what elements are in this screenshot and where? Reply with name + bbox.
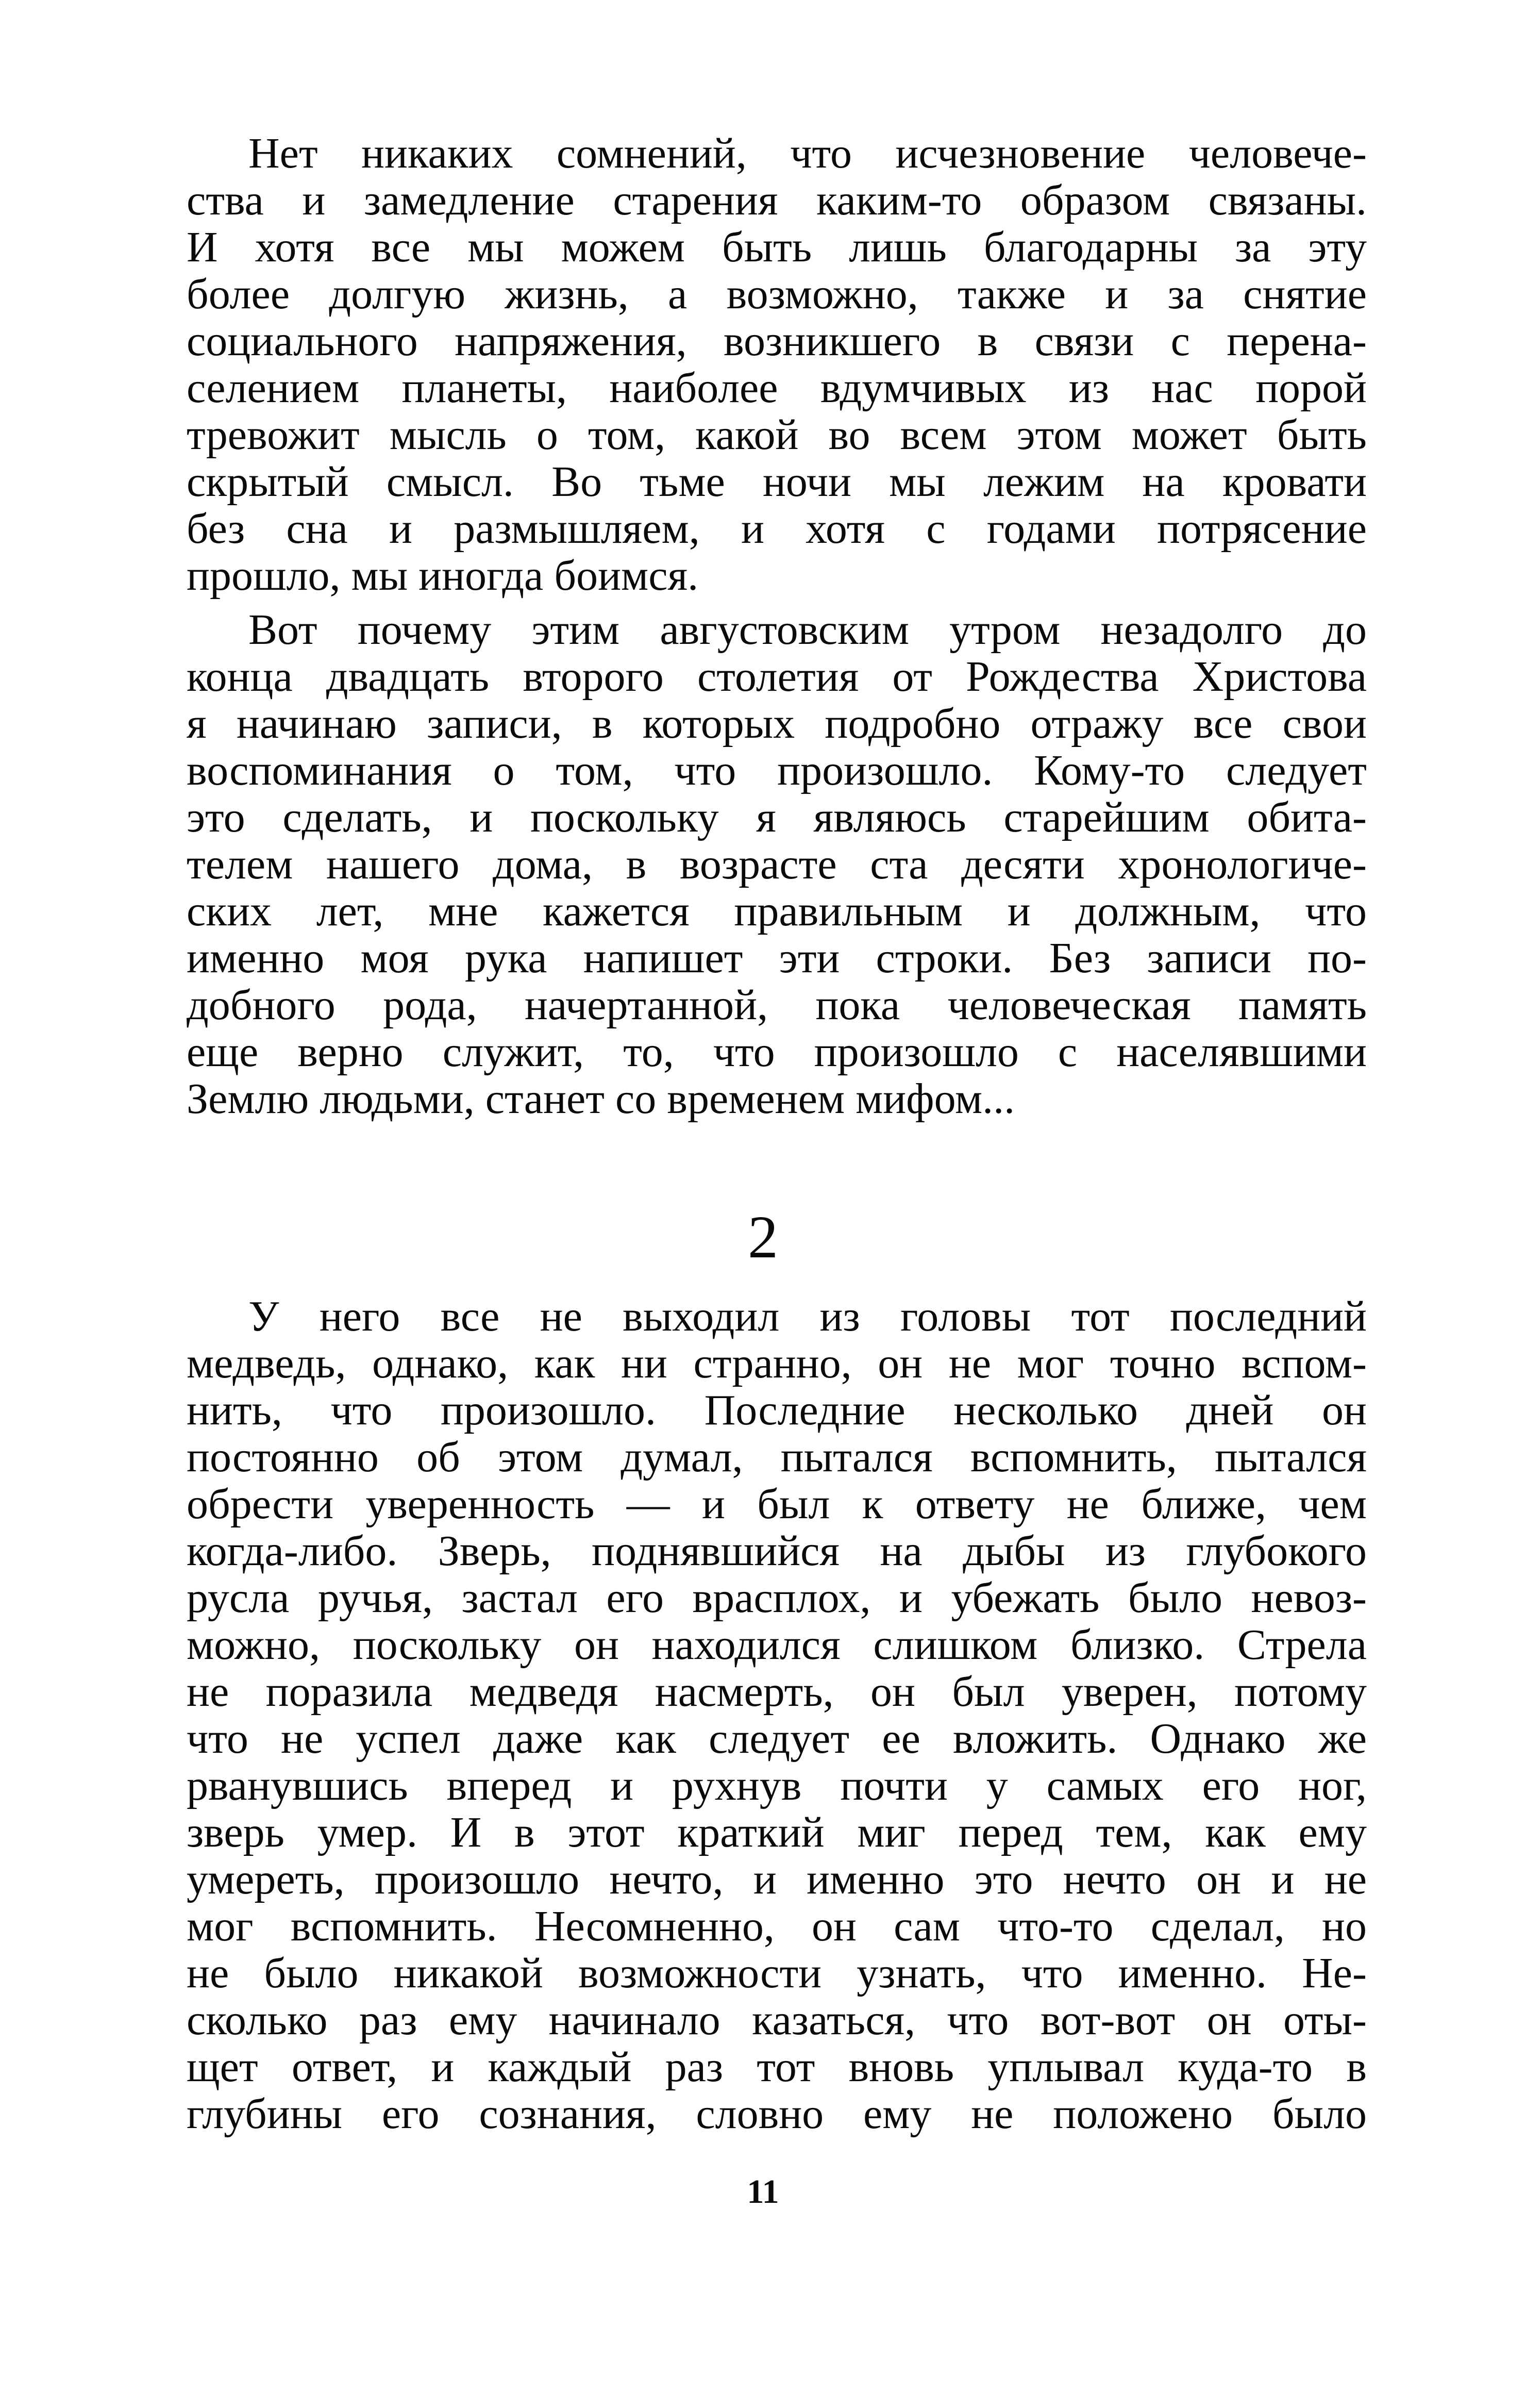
text-line: ских лет, мне кажется правильным и должным, что <box>187 887 1367 935</box>
text-line: тревожит мысль о том, какой во всем этом может быть <box>187 411 1367 459</box>
text-line: нить, что произошло. Последние несколько дней он <box>187 1386 1367 1434</box>
text-line: рванувшись вперед и рухнув почти у самых его ног, <box>187 1762 1367 1809</box>
text-line: добного рода, начертанной, пока человеческая память <box>187 981 1367 1029</box>
text-line: У него все не выходил из головы тот последний <box>248 1292 1367 1340</box>
text-line: обрести уверенность — и был к ответу не ближе, чем <box>187 1480 1367 1528</box>
text-line: медведь, однако, как ни странно, он не мог точно вспом- <box>187 1339 1367 1387</box>
text-line: умереть, произошло нечто, и именно это нечто он и не <box>187 1855 1367 1903</box>
text-line: сколько раз ему начинало казаться, что вот-вот он оты- <box>187 1996 1367 2044</box>
text-line: прошло, мы иногда боимся. <box>187 552 699 600</box>
text-line: глубины его сознания, словно ему не положено было <box>187 2090 1367 2138</box>
text-line: более долгую жизнь, а возможно, также и за снятие <box>187 270 1367 318</box>
text-line: Нет никаких сомнений, что исчезновение человече- <box>248 129 1367 177</box>
text-line: не было никакой возможности узнать, что именно. Не- <box>187 1949 1367 1997</box>
text-line: без сна и размышляем, и хотя с годами потрясение <box>187 505 1367 553</box>
text-line: И хотя все мы можем быть лишь благодарны за эту <box>187 223 1367 271</box>
text-line: постоянно об этом думал, пытался вспомнить, пытался <box>187 1433 1367 1481</box>
paragraph-3 <box>187 1293 1367 2137</box>
text-line: селением планеты, наиболее вдумчивых из нас порой <box>187 364 1367 412</box>
text-line: воспоминания о том, что произошло. Кому-то следует <box>187 746 1367 794</box>
text-line: еще верно служит, то, что произошло с населявшими <box>187 1028 1367 1076</box>
paragraph-2 <box>187 606 1367 1122</box>
text-line: социального напряжения, возникшего в связи с перена- <box>187 317 1367 365</box>
text-line: я начинаю записи, в которых подробно отражу все свои <box>187 700 1367 748</box>
text-line: это сделать, и поскольку я являюсь старейшим обита- <box>187 793 1367 841</box>
text-line: телем нашего дома, в возрасте ста десяти хронологиче- <box>187 840 1367 888</box>
text-line: конца двадцать второго столетия от Рождества Христова <box>187 653 1367 701</box>
text-line: зверь умер. И в этот краткий миг перед тем, как ему <box>187 1808 1367 1856</box>
page-number: 11 <box>747 2173 779 2211</box>
text-line: ства и замедление старения каким-то образом связаны. <box>187 176 1367 224</box>
chapter-number: 2 <box>748 1203 778 1271</box>
text-line: мог вспомнить. Несомненно, он сам что-то сделал, но <box>187 1902 1367 1950</box>
text-line: русла ручья, застал его врасплох, и убежать было невоз- <box>187 1574 1367 1622</box>
text-line: Вот почему этим августовским утром незадолго до <box>248 606 1367 654</box>
text-line: именно моя рука напишет эти строки. Без записи по- <box>187 934 1367 982</box>
text-line: можно, поскольку он находился слишком близко. Стрела <box>187 1621 1367 1669</box>
text-line: когда-либо. Зверь, поднявшийся на дыбы из глубокого <box>187 1527 1367 1575</box>
text-line: скрытый смысл. Во тьме ночи мы лежим на кровати <box>187 458 1367 506</box>
text-line: что не успел даже как следует ее вложить. Однако же <box>187 1715 1367 1763</box>
text-line: не поразила медведя насмерть, он был уверен, потому <box>187 1668 1367 1716</box>
paragraph-1 <box>187 130 1367 599</box>
text-line: Землю людьми, станет со временем мифом... <box>187 1075 1015 1123</box>
text-line: щет ответ, и каждый раз тот вновь уплывал куда-то в <box>187 2043 1367 2091</box>
